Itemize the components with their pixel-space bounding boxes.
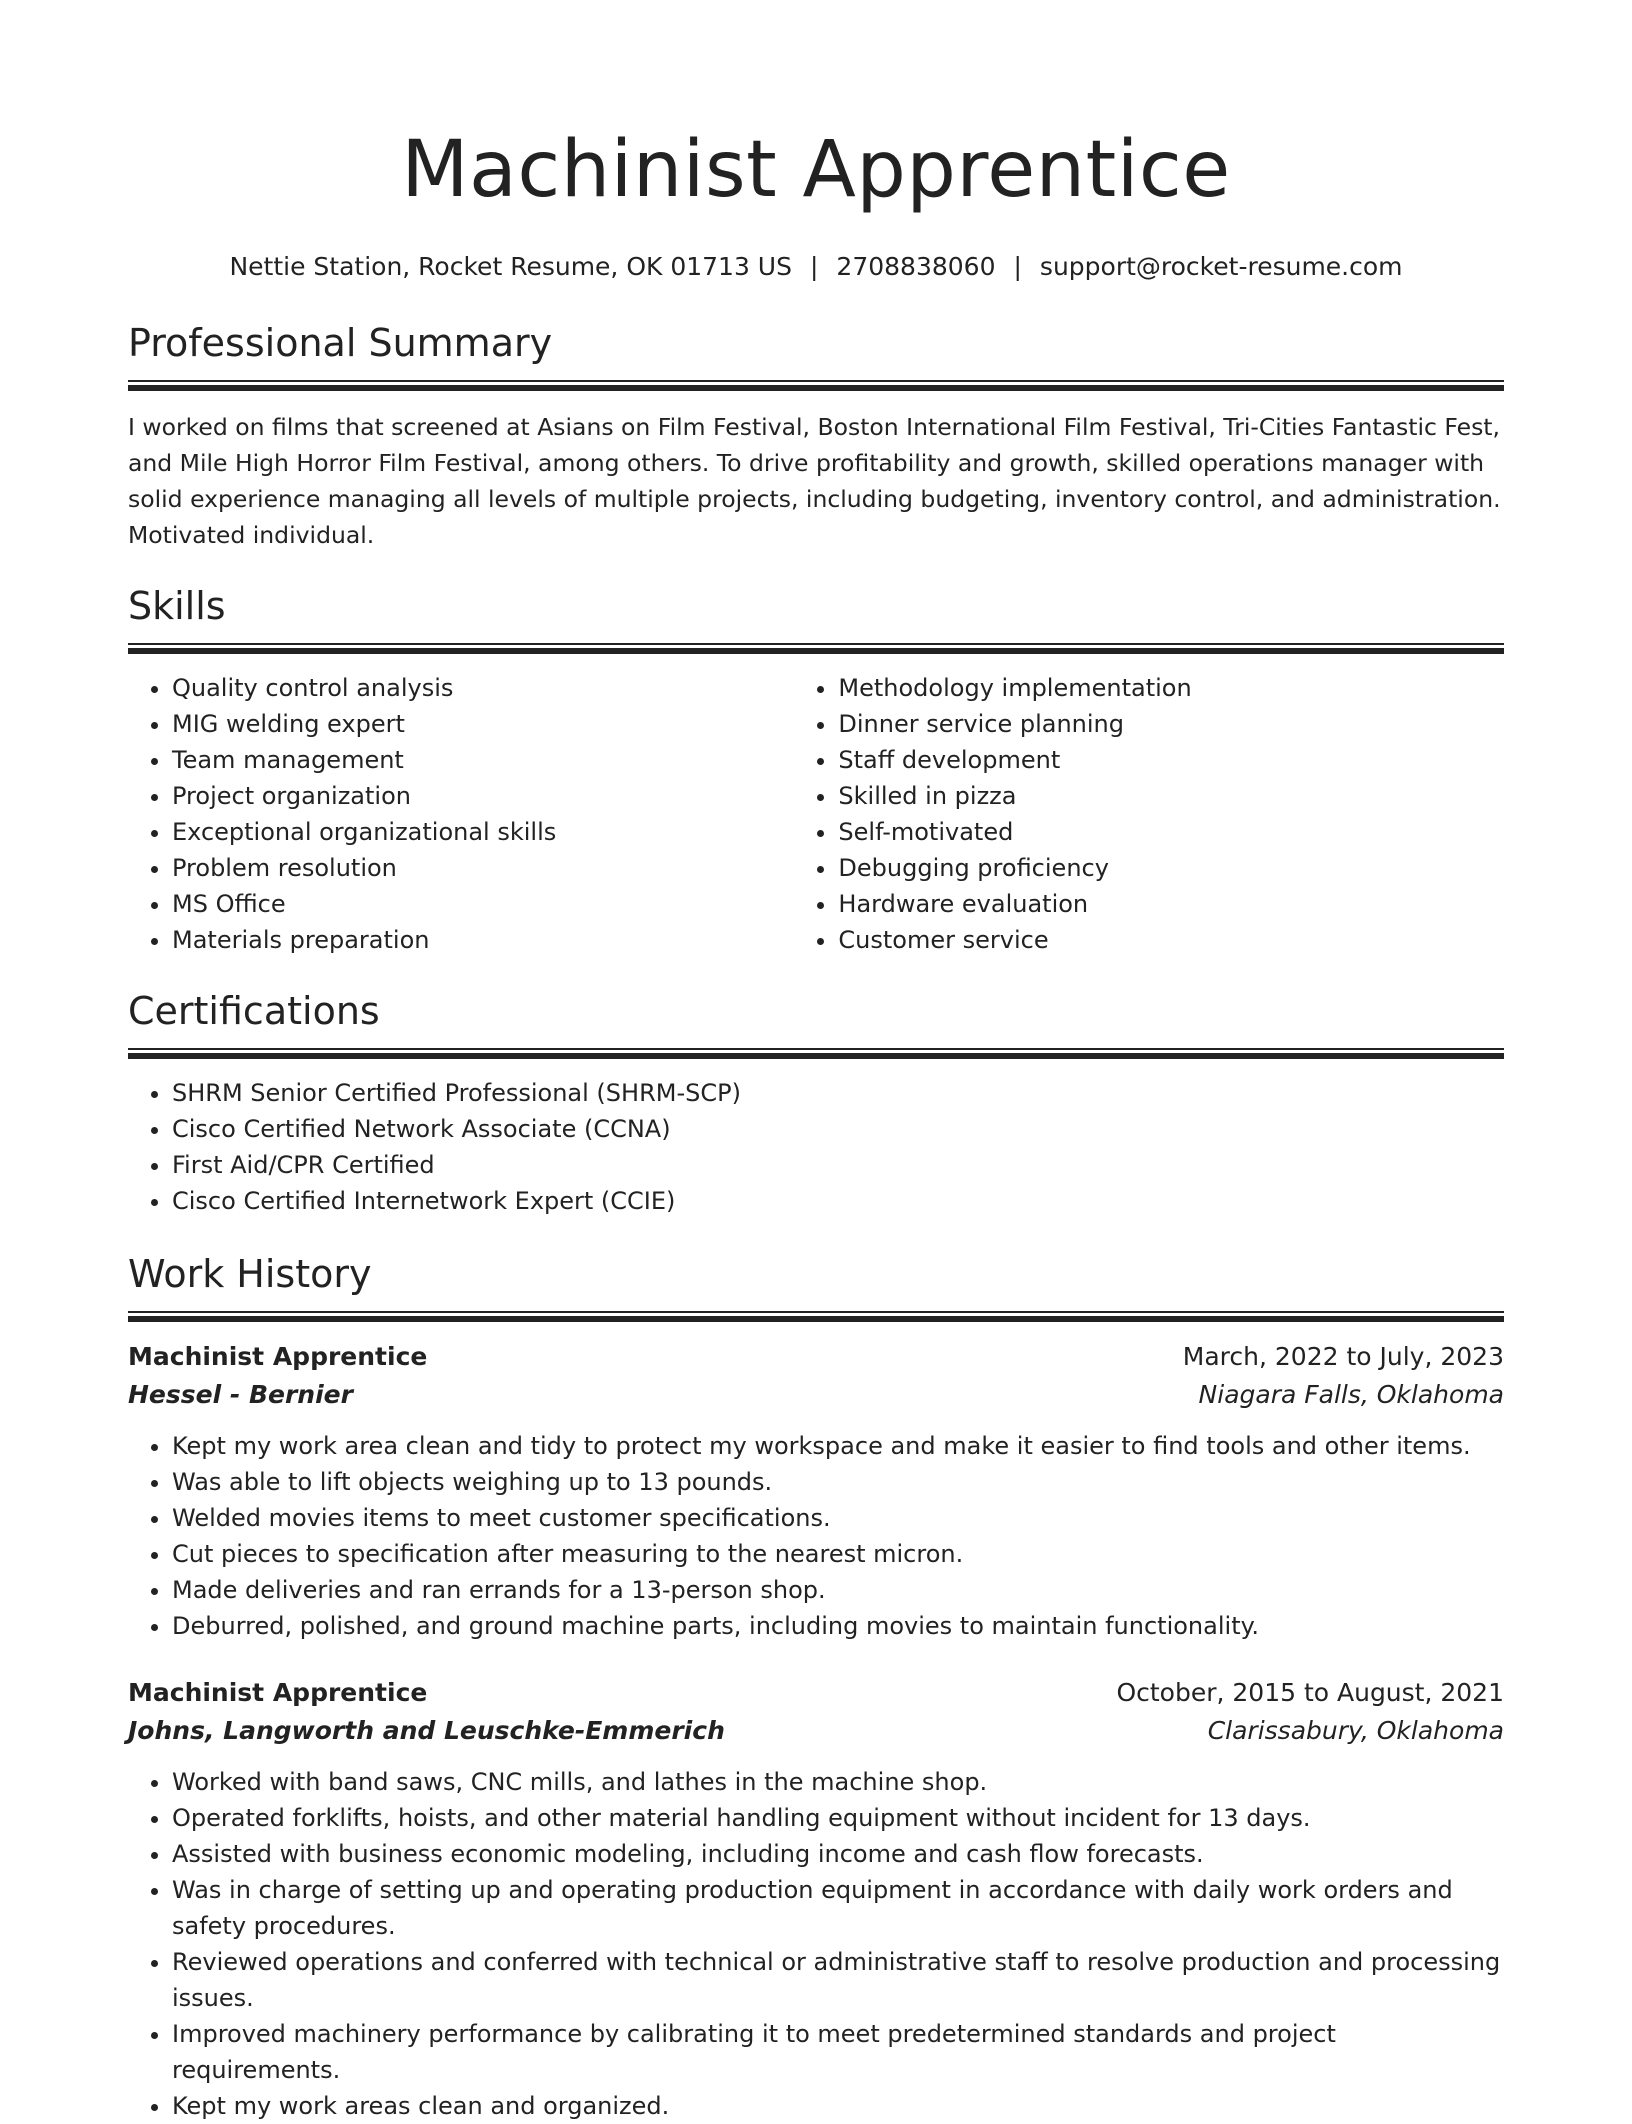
job-bullets [128, 1428, 1504, 1644]
section-title-certifications: Certifications [128, 989, 380, 1033]
skill-item: • Dinner service planning [838, 706, 1504, 742]
resume-name: Machinist Apprentice [401, 125, 1231, 215]
skill-item: • Team management [172, 742, 794, 778]
work-history-section [128, 1249, 1504, 2124]
certification-item: • SHRM Senior Certified Professional (SHRM-SCP) [172, 1075, 1504, 1111]
section-divider [128, 1048, 1504, 1059]
contact-email: support@rocket-resume.com [1039, 252, 1403, 281]
job-dates: March, 2022 to July, 2023 [1182, 1342, 1504, 1371]
job-bullet: • Kept my work area clean and tidy to protect my workspace and make it easier to find tools and other items. [172, 1428, 1504, 1464]
certification-item: • Cisco Certified Internetwork Expert (CCIE) [172, 1183, 1504, 1219]
contact-separator: | [1013, 252, 1022, 281]
job-subheader [128, 1712, 1504, 1750]
section-title-skills: Skills [128, 584, 226, 628]
skill-item: • Debugging proficiency [838, 850, 1504, 886]
skill-item: • Exceptional organizational skills [172, 814, 794, 850]
resume-page [128, 0, 1504, 2124]
certification-item: • First Aid/CPR Certified [172, 1147, 1504, 1183]
job-dates: October, 2015 to August, 2021 [1116, 1678, 1504, 1707]
job-company: Hessel - Bernier [128, 1380, 353, 1409]
skill-item: • MIG welding expert [172, 706, 794, 742]
job-title: Machinist Apprentice [128, 1342, 428, 1371]
job-subheader [128, 1376, 1504, 1414]
job-bullet: • Made deliveries and ran errands for a 13-person shop. [172, 1572, 1504, 1608]
summary-text: I worked on films that screened at Asians on Film Festival, Boston International Film Festival, Tri-Cities Fantastic Fest, and Mile High Horror Film Festival, among others. To drive profitability and growth, skilled operations manager with solid experience managing all levels of multiple projects, including budgeting, inventory control, and administration. Motivated individual. [128, 413, 1501, 549]
certifications-section [128, 986, 1504, 1219]
skills-list-left [128, 670, 794, 958]
job-bullet: • Kept my work areas clean and organized. [172, 2088, 1504, 2124]
job-bullet: • Improved machinery performance by calibrating it to meet predetermined standards and project requirements. [172, 2016, 1504, 2088]
skill-item: • Problem resolution [172, 850, 794, 886]
job-bullet: • Welded movies items to meet customer specifications. [172, 1500, 1504, 1536]
job-header [128, 1674, 1504, 1712]
job-location: Niagara Falls, Oklahoma [1198, 1380, 1504, 1409]
section-divider [128, 380, 1504, 391]
job-bullet: • Was in charge of setting up and operating production equipment in accordance with daily work orders and safety procedures. [172, 1872, 1504, 1944]
skills-section [128, 581, 1504, 958]
contact-address: Nettie Station, Rocket Resume, OK 01713 US [229, 252, 792, 281]
certifications-list [128, 1075, 1504, 1219]
skill-item: • MS Office [172, 886, 794, 922]
job-company: Johns, Langworth and Leuschke-Emmerich [128, 1716, 725, 1745]
skill-item: • Project organization [172, 778, 794, 814]
skill-item: • Quality control analysis [172, 670, 794, 706]
job-location: Clarissabury, Oklahoma [1207, 1716, 1504, 1745]
skill-item: • Customer service [838, 922, 1504, 958]
job-bullet: • Worked with band saws, CNC mills, and lathes in the machine shop. [172, 1764, 1504, 1800]
job-bullets [128, 1764, 1504, 2124]
skill-item: • Hardware evaluation [838, 886, 1504, 922]
job-bullet: • Reviewed operations and conferred with technical or administrative staff to resolve production and processing issues. [172, 1944, 1504, 2016]
section-title-summary: Professional Summary [128, 321, 553, 365]
job-entry [128, 1338, 1504, 1644]
job-title: Machinist Apprentice [128, 1678, 428, 1707]
job-bullet: • Operated forklifts, hoists, and other material handling equipment without incident for 13 days. [172, 1800, 1504, 1836]
skills-list-right [794, 670, 1504, 958]
skill-item: • Skilled in pizza [838, 778, 1504, 814]
skill-item: • Staff development [838, 742, 1504, 778]
contact-line [128, 250, 1504, 284]
job-bullet: • Assisted with business economic modeling, including income and cash flow forecasts. [172, 1836, 1504, 1872]
skill-item: • Materials preparation [172, 922, 794, 958]
job-bullet: • Deburred, polished, and ground machine parts, including movies to maintain functionality. [172, 1608, 1504, 1644]
job-entry [128, 1674, 1504, 2124]
section-title-work-history: Work History [128, 1252, 372, 1296]
job-bullet: • Cut pieces to specification after measuring to the nearest micron. [172, 1536, 1504, 1572]
skill-item: • Self-motivated [838, 814, 1504, 850]
contact-separator: | [809, 252, 819, 281]
section-divider [128, 1311, 1504, 1322]
section-divider [128, 643, 1504, 654]
skills-columns [128, 670, 1504, 958]
job-bullet: • Was able to lift objects weighing up to 13 pounds. [172, 1464, 1504, 1500]
summary-section [128, 318, 1504, 553]
job-header [128, 1338, 1504, 1376]
contact-phone: 2708838060 [836, 252, 996, 281]
certification-item: • Cisco Certified Network Associate (CCNA) [172, 1111, 1504, 1147]
skill-item: • Methodology implementation [838, 670, 1504, 706]
